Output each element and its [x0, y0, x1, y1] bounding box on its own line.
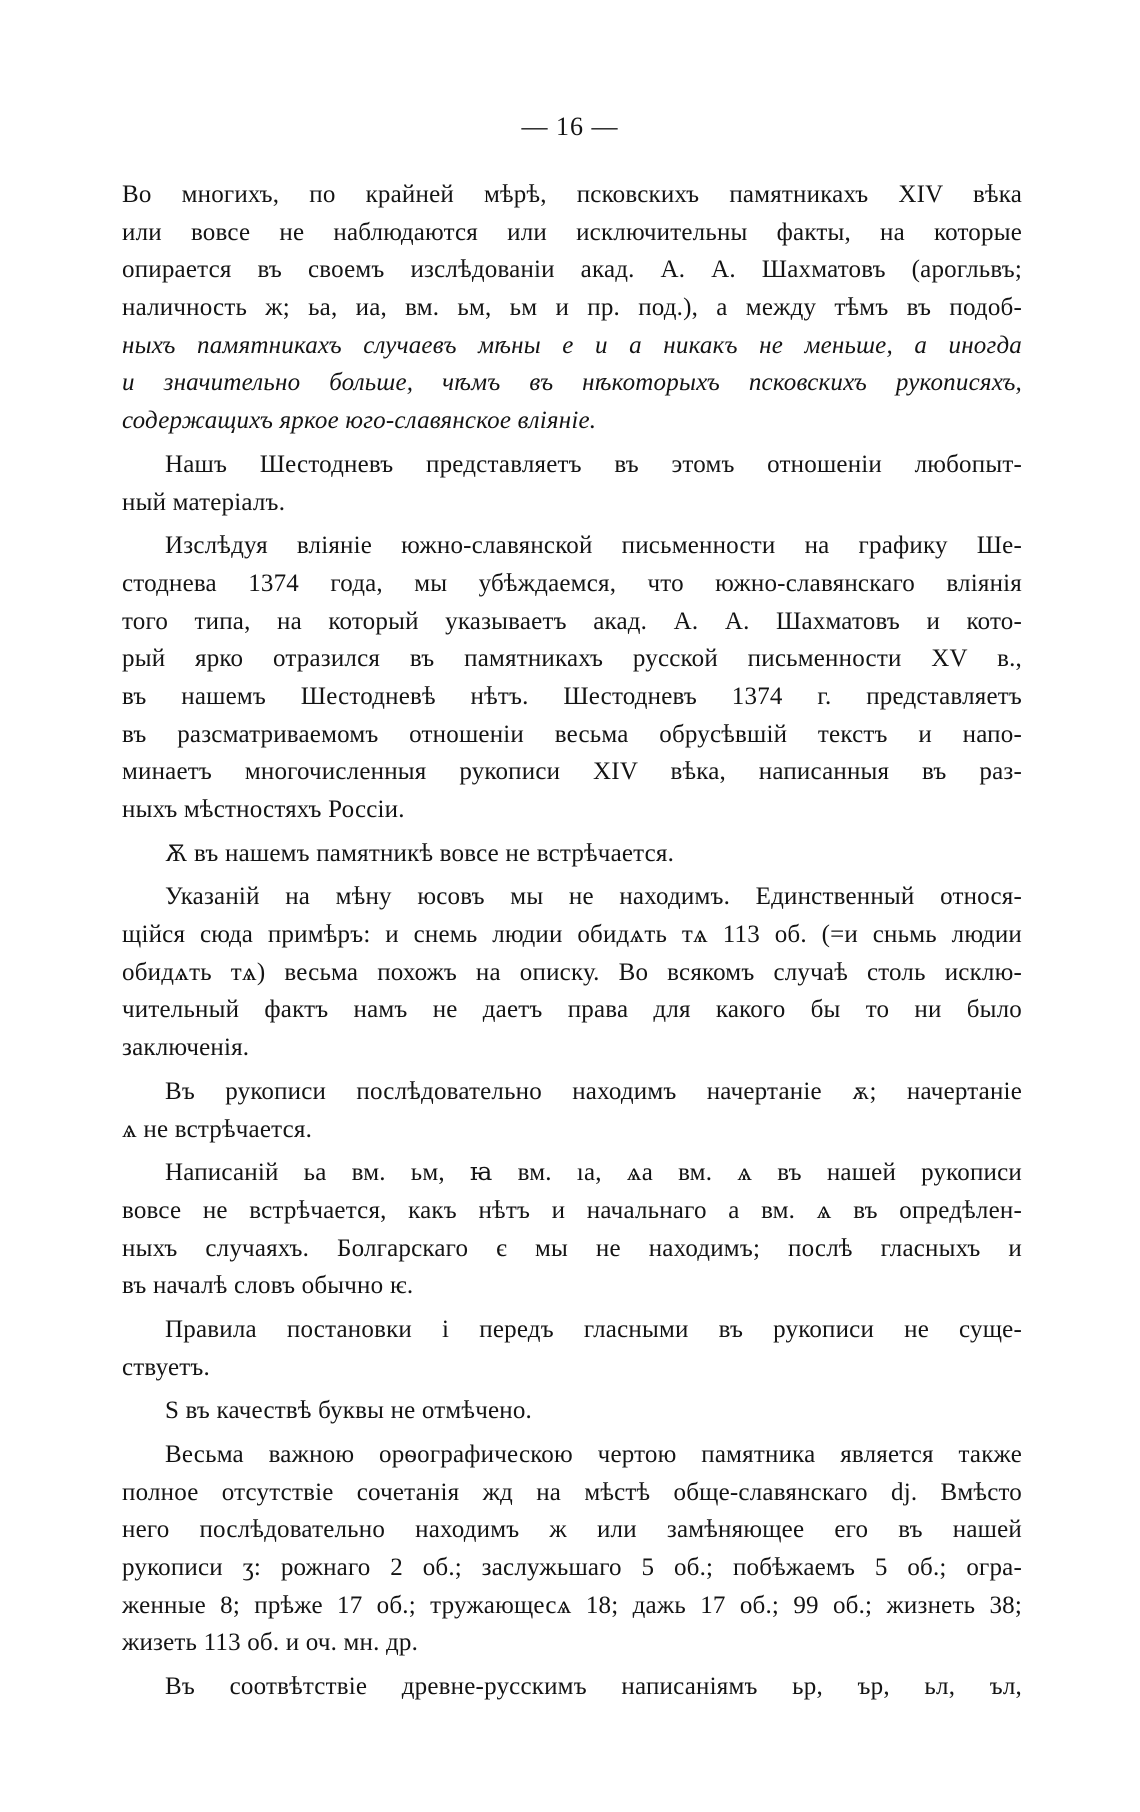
- text-line: ныхъ мѣстностяхъ Россіи.: [122, 796, 405, 823]
- text-line: Ѫ въ нашемъ памятникѣ вовсе не встрѣчается.: [165, 839, 675, 867]
- text-line: минаетъ многочисленныя рукописи XIV вѣка, написанныя въ раз-: [122, 758, 1022, 786]
- text-line: рукописи ӡ: рожнаго 2 об.; заслужьшаго 5 об.; побѣжаемъ 5 об.; огра-: [122, 1554, 1022, 1582]
- text-line: или вовсе не наблюдаются или исключительны факты, на которые: [122, 218, 1022, 246]
- text-line: рый ярко отразился въ памятникахъ русской письменности XV в.,: [122, 645, 1022, 673]
- text-line: него послѣдовательно находимъ ж или замѣняющее его въ нашей: [122, 1516, 1022, 1544]
- text-line: щійся сюда примѣръ: и снемь людии обидѧть тѧ 113 об. (=и сньмь людии: [122, 921, 1022, 949]
- text-line: Ѕ въ качествѣ буквы не отмѣчено.: [165, 1397, 532, 1425]
- text-line: Указаній на мѣну юсовъ мы не находимъ. Единственный относя-: [165, 883, 1022, 911]
- text-line: заключенія.: [122, 1034, 250, 1062]
- text-line: полное отсутствіе сочетанія жд на мѣстѣ обще-славянскаго dj. Вмѣсто: [122, 1478, 1022, 1506]
- page-number: — 16 —: [521, 112, 619, 141]
- text-line: ѧ не встрѣчается.: [122, 1115, 313, 1143]
- text-line: Изслѣдуя вліяніе южно-славянской письменности на графику Ше-: [165, 532, 1022, 560]
- text-line: ныхъ случаяхъ. Болгарскаго є мы не находимъ; послѣ гласныхъ и: [122, 1234, 1022, 1262]
- text-line: содержащихъ яркое юго-славянское вліяніе.: [122, 407, 597, 435]
- text-body: [122, 176, 1022, 1706]
- text-line: Во многихъ, по крайней мѣрѣ, псковскихъ памятникахъ XIV вѣка: [122, 181, 1022, 208]
- text-line: ный матеріалъ.: [122, 488, 286, 516]
- text-line: Весьма важною орѳографическою чертою памятника является также: [165, 1441, 1022, 1468]
- text-line: чительный фактъ намъ не даетъ права для какого бы то ни было: [122, 996, 1022, 1024]
- text-line: вовсе не встрѣчается, какъ нѣтъ и начальнаго а вм. ѧ въ опредѣлен-: [122, 1196, 1022, 1224]
- text-line: стоднева 1374 года, мы убѣждаемся, что южно-славянскаго вліянія: [122, 569, 1022, 597]
- text-line: женные 8; прѣже 17 об.; тружающесѧ 18; дажь 17 об.; 99 об.; жизнеть 38;: [122, 1591, 1022, 1619]
- text-line: обидѧть тѧ) весьма похожъ на описку. Во всякомъ случаѣ столь исклю-: [122, 958, 1022, 986]
- text-line: Написаній ьа вм. ьм, ꙗ вм. ıа, ѧа вм. ѧ въ нашей рукописи: [165, 1159, 1022, 1187]
- text-line: въ началѣ словъ обычно ѥ.: [122, 1272, 414, 1300]
- text-line: и значительно больше, чѣмъ въ нѣкоторыхъ псковскихъ рукописяхъ,: [122, 369, 1022, 397]
- text-line: Въ соотвѣтствіе древне-русскимъ написаніямъ ьр, ър, ьл, ъл,: [165, 1673, 1022, 1701]
- text-line: Нашъ Шестодневъ представляетъ въ этомъ отношеніи любопыт-: [165, 450, 1022, 478]
- text-line: того типа, на который указываетъ акад. А. А. Шахматовъ и кото-: [122, 607, 1022, 635]
- text-line: наличность ж; ьа, иа, вм. ьм, ьм и пр. под.), а между тѣмъ въ подоб-: [122, 294, 1022, 322]
- text-line: ныхъ памятникахъ случаевъ мѣны е и а никакъ не меньше, а иногда: [122, 331, 1022, 359]
- text-line: въ разсматриваемомъ отношеніи весьма обрусѣвшій текстъ и напо-: [122, 720, 1022, 748]
- text-line: опирается въ своемъ изслѣдованіи акад. А. А. Шахматовъ (арогльвъ;: [122, 256, 1022, 284]
- text-line: жизеть 113 об. и оч. мн. др.: [122, 1629, 419, 1657]
- text-line: въ нашемъ Шестодневѣ нѣтъ. Шестодневъ 1374 г. представляетъ: [122, 682, 1022, 710]
- text-line: ствуетъ.: [122, 1353, 210, 1381]
- text-line: Правила постановки і передъ гласными въ рукописи не суще-: [165, 1315, 1022, 1343]
- text-line: Въ рукописи послѣдовательно находимъ начертаніе ѫ; начертаніе: [165, 1077, 1022, 1105]
